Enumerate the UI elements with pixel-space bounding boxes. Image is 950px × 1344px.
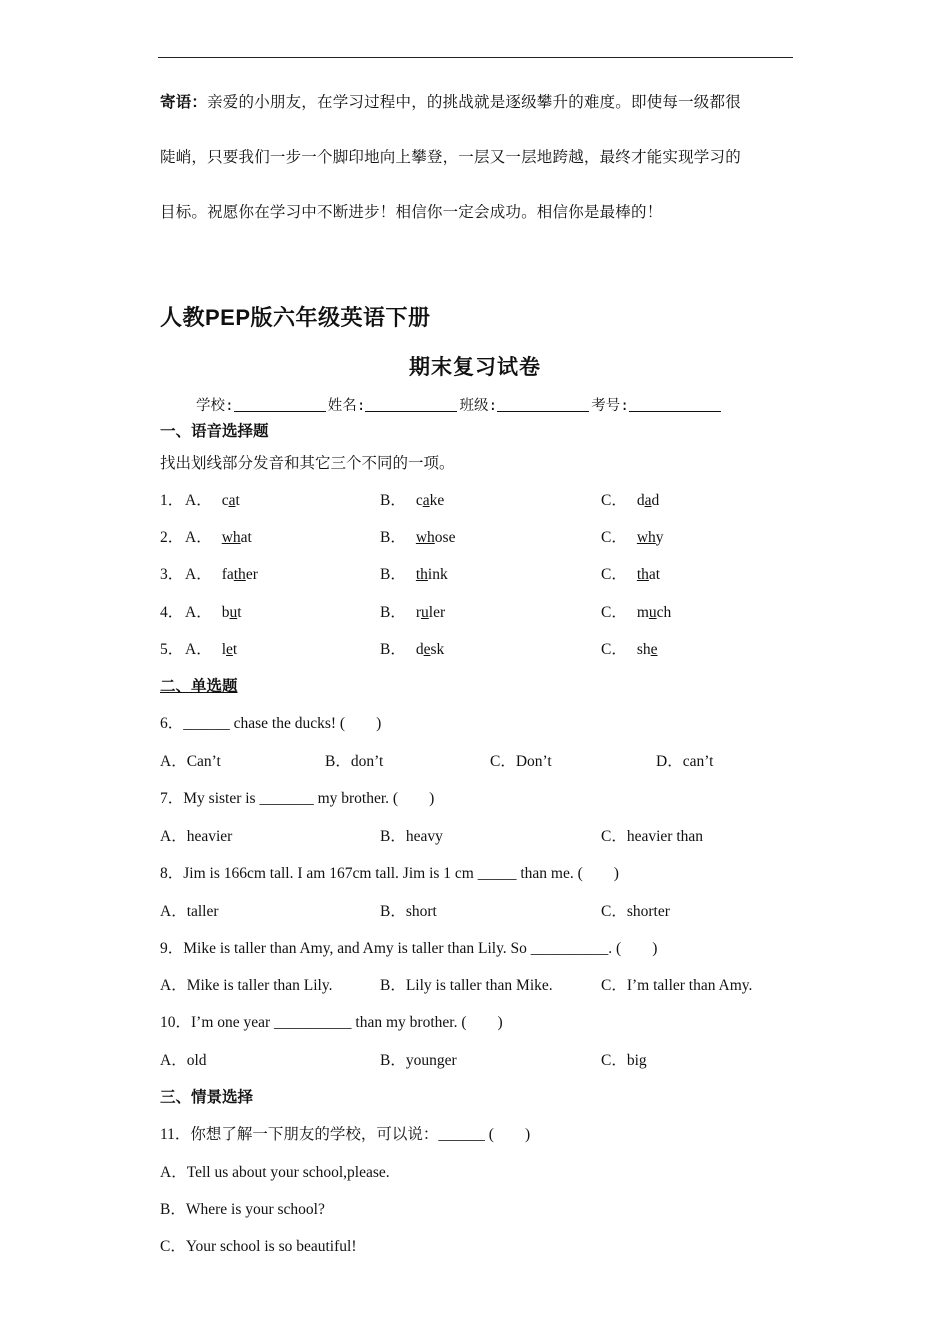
phonics-q3-a-ul: th (233, 566, 246, 583)
header-rule (158, 57, 793, 58)
phonics-q2-b-letter: B． (380, 529, 406, 546)
message-line-3: 目标。祝愿你在学习中不断进步！相信你一定会成功。相信你是最棒的！ (160, 204, 663, 221)
phonics-q5-option-c[interactable] (601, 637, 658, 659)
phonics-q2-b-post: ose (434, 529, 456, 546)
phonics-q4-c-ul: u (648, 604, 657, 621)
name-field[interactable] (365, 397, 457, 412)
phonics-q2-option-b[interactable] (380, 525, 455, 547)
question-7: 7．My sister is _______ my brother. ( ) (160, 790, 435, 807)
phonics-q4-option-a[interactable] (185, 600, 242, 622)
phonics-q3-b-post: ink (427, 566, 448, 583)
phonics-q1-a-letter: A． (185, 492, 212, 509)
phonics-q2-c-letter: C． (601, 529, 627, 546)
phonics-q3-number: 3． (160, 566, 184, 583)
q7-option-b[interactable]: B．heavy (380, 828, 443, 845)
section-1-instruction: 找出划线部分发音和其它三个不同的一项。 (160, 455, 455, 472)
phonics-q4-a-post: t (237, 604, 242, 621)
message-line-2: 陡峭，只要我们一步一个脚印地向上攀登，一层又一层地跨越，最终才能实现学习的 (160, 149, 741, 166)
q6-option-d[interactable]: D．can’t (656, 753, 714, 770)
phonics-q2-a-post: at (240, 529, 252, 546)
phonics-q2-option-a[interactable] (185, 525, 252, 547)
q10-option-c[interactable]: C．big (601, 1052, 647, 1069)
phonics-q2-a-ul: wh (221, 529, 241, 546)
q9-option-a[interactable]: A．Mike is taller than Lily. (160, 977, 333, 994)
q8-option-c[interactable]: C．shorter (601, 903, 670, 920)
phonics-q5-b-ul: e (423, 641, 431, 658)
question-8: 8．Jim is 166cm tall. I am 167cm tall. Jim is 1 cm _____ than me. ( ) (160, 865, 619, 882)
phonics-q3-b-ul: th (415, 566, 428, 583)
phonics-q2-c-ul: wh (636, 529, 656, 546)
phonics-q4-a-letter: A． (185, 604, 212, 621)
student-info-row (196, 394, 723, 415)
phonics-q3-b-letter: B． (380, 566, 406, 583)
phonics-q5-c-letter: C． (601, 641, 627, 658)
phonics-q3-a-post: er (245, 566, 258, 583)
q9-option-b[interactable]: B．Lily is taller than Mike. (380, 977, 553, 994)
section-3-heading: 三、情景选择 (160, 1089, 254, 1106)
phonics-q1-option-c[interactable] (601, 488, 659, 510)
number-field[interactable] (629, 397, 721, 412)
phonics-q3-option-a[interactable] (185, 562, 258, 584)
q11-option-b[interactable]: B．Where is your school? (160, 1201, 325, 1218)
phonics-q1-c-pre: d (636, 492, 645, 509)
question-10: 10．I’m one year __________ than my brother. ( ) (160, 1014, 503, 1031)
question-9: 9．Mike is taller than Amy, and Amy is taller than Lily. So __________. ( ) (160, 940, 658, 957)
phonics-q4-b-letter: B． (380, 604, 406, 621)
phonics-q4-b-post: ler (428, 604, 446, 621)
phonics-q5-a-pre: l (221, 641, 227, 658)
exam-title: 期末复习试卷 (409, 356, 541, 379)
phonics-q3-c-ul: th (636, 566, 649, 583)
phonics-q1-b-ul: a (422, 492, 430, 509)
phonics-q5-option-b[interactable] (380, 637, 444, 659)
phonics-q2-option-c[interactable] (601, 525, 664, 547)
phonics-q1-b-pre: c (415, 492, 423, 509)
question-6: 6．______ chase the ducks! ( ) (160, 715, 382, 732)
message-text-1: 亲爱的小朋友，在学习过程中，的挑战就是逐级攀升的难度。即使每一级都很 (207, 94, 741, 111)
phonics-q4-b-ul: u (421, 604, 429, 621)
q11-option-a[interactable]: A．Tell us about your school,please. (160, 1164, 390, 1181)
phonics-q3-c-letter: C． (601, 566, 627, 583)
phonics-q5-a-ul: e (226, 641, 233, 658)
phonics-q1-c-post: d (651, 492, 660, 509)
q8-option-a[interactable]: A．taller (160, 903, 219, 920)
phonics-q1-number: 1． (160, 492, 184, 509)
number-label: 考号: (591, 398, 629, 414)
phonics-q5-c-ul: e (650, 641, 658, 658)
phonics-q5-b-post: sk (430, 641, 445, 658)
phonics-q1-b-letter: B． (380, 492, 406, 509)
phonics-q5-number: 5． (160, 641, 184, 658)
q10-option-b[interactable]: B．younger (380, 1052, 457, 1069)
class-field[interactable] (497, 397, 589, 412)
phonics-q1-c-ul: a (644, 492, 652, 509)
phonics-q4-a-ul: u (229, 604, 238, 621)
phonics-q3-c-post: at (648, 566, 661, 583)
phonics-q2-c-post: y (655, 529, 664, 546)
phonics-q1-a-ul: a (228, 492, 236, 509)
subject-heading: 人教PEP版六年级英语下册 (160, 305, 431, 330)
section-2-heading (160, 674, 238, 696)
phonics-q3-option-b[interactable] (380, 562, 448, 584)
phonics-q2-a-letter: A． (185, 529, 212, 546)
phonics-q3-option-c[interactable] (601, 562, 660, 584)
q11-option-c[interactable]: C．Your school is so beautiful! (160, 1238, 357, 1255)
phonics-q5-a-letter: A． (185, 641, 212, 658)
phonics-q1-b-post: ke (429, 492, 445, 509)
phonics-q1-option-b[interactable] (380, 488, 444, 510)
phonics-q1-c-letter: C． (601, 492, 627, 509)
phonics-q4-number: 4． (160, 604, 184, 621)
phonics-q5-option-a[interactable] (185, 637, 237, 659)
phonics-q2-number: 2． (160, 529, 184, 546)
school-label: 学校: (196, 398, 234, 414)
phonics-q4-option-c[interactable] (601, 600, 671, 622)
class-label: 班级: (459, 398, 498, 414)
message-line-1 (160, 90, 741, 112)
message-colon: ： (191, 94, 208, 111)
phonics-q4-c-post: ch (656, 604, 672, 621)
phonics-q4-c-pre: m (636, 604, 649, 621)
name-label: 姓名: (327, 398, 366, 414)
q9-option-c[interactable]: C．I’m taller than Amy. (601, 977, 753, 994)
phonics-q3-a-pre: fa (221, 566, 234, 583)
phonics-q5-a-post: t (232, 641, 238, 658)
q10-option-a[interactable]: A．old (160, 1052, 207, 1069)
phonics-q5-b-letter: B． (380, 641, 406, 658)
q7-option-a[interactable]: A．heavier (160, 828, 233, 845)
section-2-heading-text: 二、单选题 (160, 678, 238, 695)
phonics-q1-option-a[interactable] (185, 488, 240, 510)
message-label: 寄语 (160, 94, 192, 111)
q6-option-c[interactable]: C．Don’t (490, 753, 552, 770)
phonics-q5-c-pre: sh (636, 641, 651, 658)
phonics-q3-a-letter: A． (185, 566, 212, 583)
section-1-heading: 一、语音选择题 (160, 423, 269, 440)
phonics-q4-a-pre: b (221, 604, 230, 621)
phonics-q1-a-post: t (235, 492, 240, 509)
phonics-q2-b-ul: wh (415, 529, 435, 546)
phonics-q4-b-pre: r (415, 604, 422, 621)
question-11: 11．你想了解一下朋友的学校，可以说：______ ( ) (160, 1126, 531, 1143)
phonics-q1-a-pre: c (221, 492, 229, 509)
phonics-q4-c-letter: C． (601, 604, 627, 621)
q8-option-b[interactable]: B．short (380, 903, 437, 920)
q7-option-c[interactable]: C．heavier than (601, 828, 704, 845)
q6-option-a[interactable]: A．Can’t (160, 753, 221, 770)
phonics-q5-b-pre: d (415, 641, 424, 658)
phonics-q4-option-b[interactable] (380, 600, 445, 622)
school-field[interactable] (234, 397, 326, 412)
q6-option-b[interactable]: B．don’t (325, 753, 384, 770)
